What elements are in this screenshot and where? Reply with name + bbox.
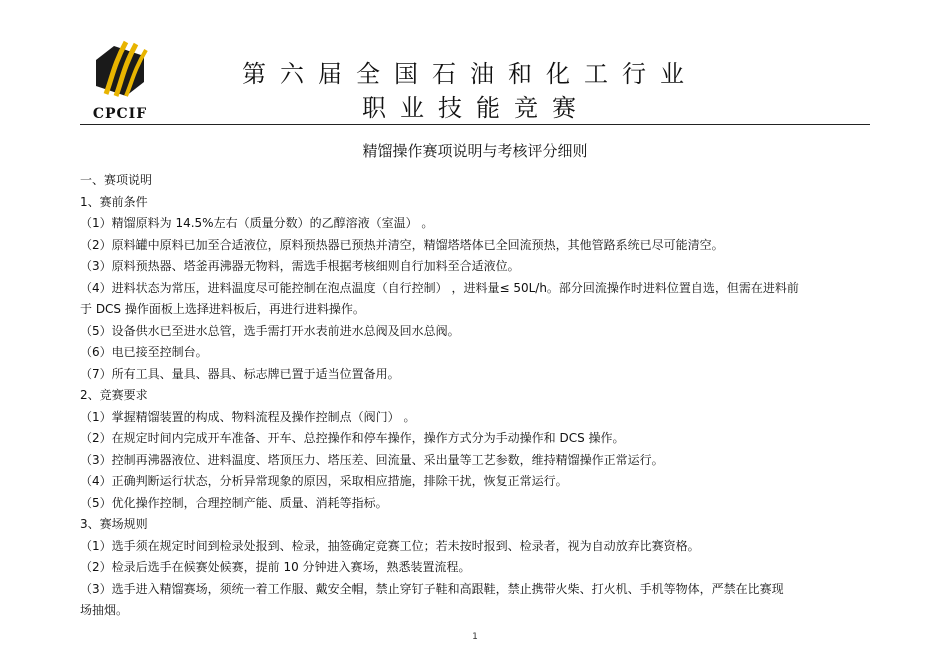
text-line: 于 DCS 操作面板上选择进料板后，再进行进料操作。 bbox=[80, 302, 365, 316]
text-line: 场抽烟。 bbox=[80, 603, 129, 617]
section-heading: 一、赛项说明 bbox=[80, 173, 153, 187]
cpcif-logo-icon bbox=[88, 38, 152, 102]
text-line: （1）掌握精馏装置的构成、物料流程及操作控制点（阀门） 。 bbox=[80, 409, 416, 424]
page-number: 1 bbox=[472, 632, 478, 642]
text-line: （5）优化操作控制，合理控制产能、质量、消耗等指标。 bbox=[80, 495, 388, 510]
subsection-heading: 1、赛前条件 bbox=[80, 194, 148, 209]
text-line: （2）检录后选手在候赛处候赛，提前 10 分钟进入赛场，熟悉装置流程。 bbox=[80, 560, 471, 574]
text-line: （5）设备供水已至进水总管，选手需打开水表前进水总阀及回水总阀。 bbox=[80, 323, 460, 338]
header-divider bbox=[80, 124, 870, 125]
subsection-heading: 3、赛场规则 bbox=[80, 517, 148, 531]
text-line: （3）原料预热器、塔釜再沸器无物料，需选手根据考核细则自行加料至合适液位。 bbox=[80, 259, 520, 273]
text-line: （6）电已接至控制台。 bbox=[80, 345, 208, 359]
text-line: （2）原料罐中原料已加至合适液位，原料预热器已预热并清空，精馏塔塔体已全回流预热，其他管路系统已尽可能清空。 bbox=[80, 237, 724, 252]
text-line: （4）正确判断运行状态，分析异常现象的原因，采取相应措施，排除干扰，恢复正常运行。 bbox=[80, 474, 568, 488]
document-body bbox=[80, 170, 870, 622]
text-line: （1）选手须在规定时间到检录处报到、检录，抽签确定竞赛工位；若未按时报到、检录者，视为自动放弃比赛资格。 bbox=[80, 538, 700, 553]
text-line: （4）进料状态为常压，进料温度尽可能控制在泡点温度（自行控制） ，进料量≤ 50L/h。部分回流操作时进料位置自选，但需在进料前 bbox=[80, 280, 799, 295]
text-line: （2）在规定时间内完成开车准备、开车、总控操作和停车操作，操作方式分为手动操作和 DCS 操作。 bbox=[80, 431, 625, 445]
document-title: 精馏操作赛项说明与考核评分细则 bbox=[362, 142, 588, 160]
competition-title-line2: 职业技能竞赛 bbox=[362, 94, 590, 122]
logo-text: CPCIF bbox=[92, 106, 148, 122]
subsection-heading: 2、竞赛要求 bbox=[80, 388, 148, 402]
text-line: （3）控制再沸器液位、进料温度、塔顶压力、塔压差、回流量、采出量等工艺参数，维持精馏操作正常运行。 bbox=[80, 452, 664, 467]
cpcif-logo bbox=[80, 38, 160, 124]
text-line: （1）精馏原料为 14.5%左右（质量分数）的乙醇溶液（室温） 。 bbox=[80, 216, 434, 230]
competition-title-line1: 第六届全国石油和化工行业 bbox=[242, 60, 698, 88]
text-line: （7）所有工具、量具、器具、标志牌已置于适当位置备用。 bbox=[80, 366, 400, 381]
text-line: （3）选手进入精馏赛场，须统一着工作服、戴安全帽，禁止穿钉子鞋和高跟鞋，禁止携带火柴、打火机、手机等物体，严禁在比赛现 bbox=[80, 581, 784, 596]
